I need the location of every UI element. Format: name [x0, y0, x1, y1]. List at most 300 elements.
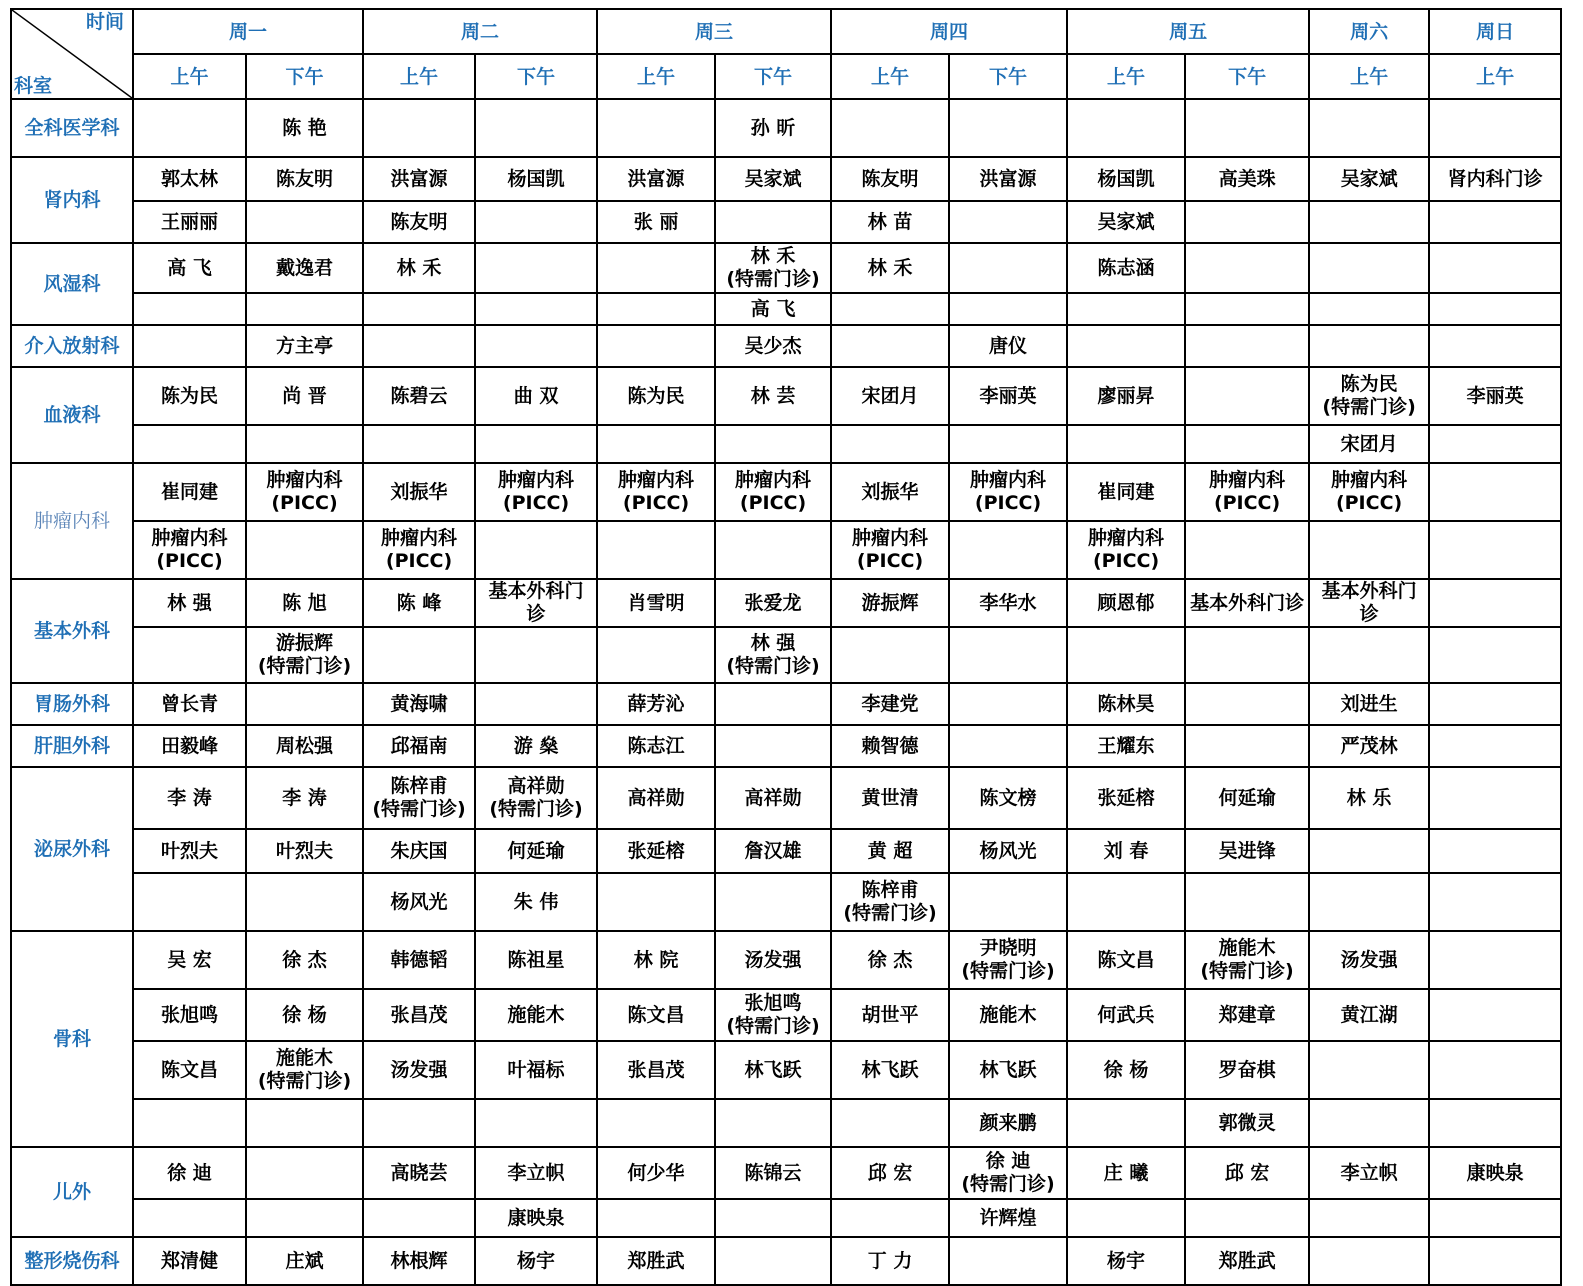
doctor-cell — [715, 725, 831, 767]
doctor-cell — [1429, 99, 1561, 157]
doctor-cell: 李建党 — [831, 683, 949, 725]
doctor-cell: 徐 迪 — [133, 1147, 246, 1199]
doctor-cell — [133, 1099, 246, 1147]
department-name: 风湿科 — [11, 243, 133, 325]
doctor-cell — [1067, 293, 1185, 325]
doctor-cell: 王耀东 — [1067, 725, 1185, 767]
doctor-cell — [715, 201, 831, 243]
doctor-cell — [949, 725, 1067, 767]
department-name: 泌尿外科 — [11, 767, 133, 931]
doctor-cell — [597, 425, 715, 463]
slot-header: 上午 — [1067, 54, 1185, 99]
doctor-cell: 张延榕 — [597, 829, 715, 873]
doctor-cell: 张延榕 — [1067, 767, 1185, 829]
slot-header: 下午 — [246, 54, 363, 99]
doctor-cell — [597, 243, 715, 293]
doctor-cell — [1067, 425, 1185, 463]
doctor-cell — [1429, 989, 1561, 1041]
doctor-cell: 李 涛 — [246, 767, 363, 829]
doctor-cell — [1429, 463, 1561, 521]
table-row — [11, 367, 1561, 425]
doctor-cell: 肿瘤内科 (PICC) — [363, 521, 475, 579]
doctor-cell: 洪富源 — [363, 157, 475, 201]
table-row — [11, 873, 1561, 931]
doctor-cell: 陈为民 — [133, 367, 246, 425]
table-row — [11, 325, 1561, 367]
slot-header: 下午 — [715, 54, 831, 99]
doctor-cell — [1185, 325, 1309, 367]
doctor-cell: 康映泉 — [1429, 1147, 1561, 1199]
doctor-cell — [1429, 325, 1561, 367]
doctor-cell: 顾恩郁 — [1067, 579, 1185, 627]
doctor-cell — [949, 99, 1067, 157]
doctor-cell: 王丽丽 — [133, 201, 246, 243]
doctor-cell — [949, 521, 1067, 579]
doctor-cell — [831, 293, 949, 325]
doctor-cell: 高晓芸 — [363, 1147, 475, 1199]
doctor-cell — [597, 627, 715, 683]
doctor-cell — [1185, 1199, 1309, 1237]
doctor-cell: 肖雪明 — [597, 579, 715, 627]
doctor-cell: 薛芳沁 — [597, 683, 715, 725]
doctor-cell — [1429, 683, 1561, 725]
doctor-cell — [1067, 873, 1185, 931]
doctor-cell: 林飞跃 — [831, 1041, 949, 1099]
slot-header: 下午 — [949, 54, 1067, 99]
doctor-cell — [475, 325, 597, 367]
doctor-cell: 吴家斌 — [1309, 157, 1429, 201]
doctor-cell: 林 禾 — [831, 243, 949, 293]
day-header: 周三 — [597, 9, 831, 54]
doctor-cell: 陈为民 — [597, 367, 715, 425]
doctor-cell: 洪富源 — [597, 157, 715, 201]
table-row — [11, 683, 1561, 725]
schedule-body — [11, 99, 1561, 1285]
doctor-cell: 詹汉雄 — [715, 829, 831, 873]
doctor-cell: 施能木 — [475, 989, 597, 1041]
doctor-cell: 吴 宏 — [133, 931, 246, 989]
doctor-cell — [246, 683, 363, 725]
table-row — [11, 157, 1561, 201]
doctor-cell: 基本外科门 诊 — [1309, 579, 1429, 627]
slot-header: 上午 — [1309, 54, 1429, 99]
table-row — [11, 1237, 1561, 1285]
doctor-cell: 邱福南 — [363, 725, 475, 767]
doctor-cell — [246, 1099, 363, 1147]
doctor-cell: 高 飞 — [133, 243, 246, 293]
doctor-cell — [475, 683, 597, 725]
doctor-cell: 陈林昊 — [1067, 683, 1185, 725]
doctor-cell: 肿瘤内科 (PICC) — [475, 463, 597, 521]
doctor-cell: 颜来鹏 — [949, 1099, 1067, 1147]
doctor-cell: 林飞跃 — [949, 1041, 1067, 1099]
doctor-cell — [1429, 293, 1561, 325]
doctor-cell: 徐 迪 (特需门诊) — [949, 1147, 1067, 1199]
doctor-cell: 方主亭 — [246, 325, 363, 367]
doctor-cell: 陈为民 (特需门诊) — [1309, 367, 1429, 425]
doctor-cell — [831, 1099, 949, 1147]
doctor-cell: 叶福标 — [475, 1041, 597, 1099]
doctor-cell — [1185, 293, 1309, 325]
doctor-cell — [246, 425, 363, 463]
doctor-cell — [949, 683, 1067, 725]
doctor-cell: 叶烈夫 — [133, 829, 246, 873]
doctor-cell: 肿瘤内科 (PICC) — [1309, 463, 1429, 521]
doctor-cell — [1429, 767, 1561, 829]
table-row — [11, 1041, 1561, 1099]
doctor-cell — [715, 683, 831, 725]
doctor-cell — [715, 521, 831, 579]
doctor-cell — [1429, 1199, 1561, 1237]
doctor-cell — [831, 1199, 949, 1237]
doctor-cell — [597, 293, 715, 325]
doctor-cell — [715, 873, 831, 931]
doctor-cell — [246, 1147, 363, 1199]
day-header: 周四 — [831, 9, 1067, 54]
doctor-cell: 林 强 — [133, 579, 246, 627]
table-row — [11, 201, 1561, 243]
slot-header: 上午 — [1429, 54, 1561, 99]
doctor-cell — [1309, 873, 1429, 931]
doctor-cell: 杨国凯 — [475, 157, 597, 201]
table-row — [11, 725, 1561, 767]
table-row — [11, 829, 1561, 873]
doctor-cell — [246, 521, 363, 579]
table-row — [11, 243, 1561, 293]
doctor-cell: 陈梓甫 (特需门诊) — [363, 767, 475, 829]
slot-header: 上午 — [363, 54, 475, 99]
doctor-cell: 高祥勋 — [597, 767, 715, 829]
doctor-cell: 陈文昌 — [597, 989, 715, 1041]
doctor-cell: 李华水 — [949, 579, 1067, 627]
doctor-cell: 陈碧云 — [363, 367, 475, 425]
doctor-cell — [597, 1199, 715, 1237]
doctor-cell: 胡世平 — [831, 989, 949, 1041]
doctor-cell: 郑胜武 — [1185, 1237, 1309, 1285]
table-row — [11, 989, 1561, 1041]
table-row — [11, 1147, 1561, 1199]
doctor-cell — [1185, 627, 1309, 683]
doctor-cell: 林 强 (特需门诊) — [715, 627, 831, 683]
doctor-cell: 洪富源 — [949, 157, 1067, 201]
doctor-cell — [1185, 725, 1309, 767]
doctor-cell: 张昌茂 — [363, 989, 475, 1041]
day-header: 周日 — [1429, 9, 1561, 54]
doctor-cell: 杨国凯 — [1067, 157, 1185, 201]
doctor-cell — [949, 201, 1067, 243]
table-row — [11, 767, 1561, 829]
doctor-cell: 陈梓甫 (特需门诊) — [831, 873, 949, 931]
department-name: 肿瘤内科 — [11, 463, 133, 579]
department-name: 整形烧伤科 — [11, 1237, 133, 1285]
doctor-cell: 林 禾 (特需门诊) — [715, 243, 831, 293]
doctor-cell: 廖丽昇 — [1067, 367, 1185, 425]
doctor-cell: 施能木 (特需门诊) — [246, 1041, 363, 1099]
doctor-cell — [1185, 683, 1309, 725]
doctor-cell — [1067, 99, 1185, 157]
doctor-cell — [715, 1099, 831, 1147]
doctor-cell — [1429, 829, 1561, 873]
doctor-cell — [949, 243, 1067, 293]
doctor-cell: 陈锦云 — [715, 1147, 831, 1199]
table-row — [11, 99, 1561, 157]
doctor-cell: 严茂林 — [1309, 725, 1429, 767]
doctor-cell: 吴家斌 — [1067, 201, 1185, 243]
doctor-cell: 邱 宏 — [831, 1147, 949, 1199]
doctor-cell: 肿瘤内科 (PICC) — [949, 463, 1067, 521]
department-name: 儿外 — [11, 1147, 133, 1237]
doctor-cell: 林 苗 — [831, 201, 949, 243]
doctor-cell: 赖智德 — [831, 725, 949, 767]
doctor-cell: 何延瑜 — [475, 829, 597, 873]
doctor-cell: 郑胜武 — [597, 1237, 715, 1285]
doctor-cell: 许辉煌 — [949, 1199, 1067, 1237]
doctor-cell — [1429, 725, 1561, 767]
table-row — [11, 293, 1561, 325]
doctor-cell: 陈友明 — [363, 201, 475, 243]
doctor-cell: 张旭鸣 (特需门诊) — [715, 989, 831, 1041]
doctor-cell — [1309, 1041, 1429, 1099]
doctor-cell — [1185, 367, 1309, 425]
doctor-cell: 陈志涵 — [1067, 243, 1185, 293]
doctor-cell: 陈祖星 — [475, 931, 597, 989]
doctor-cell — [1309, 1099, 1429, 1147]
doctor-cell: 宋团月 — [831, 367, 949, 425]
table-row — [11, 463, 1561, 521]
slot-header: 下午 — [475, 54, 597, 99]
doctor-cell: 李 涛 — [133, 767, 246, 829]
doctor-cell: 曲 双 — [475, 367, 597, 425]
doctor-cell — [1429, 1099, 1561, 1147]
doctor-cell — [1429, 931, 1561, 989]
table-row — [11, 1099, 1561, 1147]
doctor-cell — [363, 99, 475, 157]
table-row — [11, 931, 1561, 989]
doctor-cell: 郭微灵 — [1185, 1099, 1309, 1147]
doctor-cell — [949, 293, 1067, 325]
doctor-cell — [133, 425, 246, 463]
doctor-cell: 何武兵 — [1067, 989, 1185, 1041]
doctor-cell: 张昌茂 — [597, 1041, 715, 1099]
doctor-cell — [1309, 99, 1429, 157]
doctor-cell — [1185, 521, 1309, 579]
doctor-cell — [1309, 1237, 1429, 1285]
doctor-cell — [831, 627, 949, 683]
doctor-cell: 肿瘤内科 (PICC) — [597, 463, 715, 521]
doctor-cell: 陈友明 — [246, 157, 363, 201]
department-name: 全科医学科 — [11, 99, 133, 157]
doctor-cell — [715, 425, 831, 463]
doctor-cell — [831, 425, 949, 463]
doctor-cell — [831, 325, 949, 367]
doctor-cell: 陈友明 — [831, 157, 949, 201]
doctor-cell: 杨宇 — [475, 1237, 597, 1285]
doctor-cell: 李丽英 — [1429, 367, 1561, 425]
doctor-cell: 朱庆国 — [363, 829, 475, 873]
doctor-cell: 肿瘤内科 (PICC) — [246, 463, 363, 521]
doctor-cell: 高祥勋 — [715, 767, 831, 829]
doctor-cell: 陈 旭 — [246, 579, 363, 627]
doctor-cell: 肾内科门诊 — [1429, 157, 1561, 201]
doctor-cell — [1429, 201, 1561, 243]
doctor-cell: 林 芸 — [715, 367, 831, 425]
doctor-cell: 周松强 — [246, 725, 363, 767]
doctor-cell: 罗奋棋 — [1185, 1041, 1309, 1099]
doctor-cell: 林根辉 — [363, 1237, 475, 1285]
doctor-cell — [1309, 627, 1429, 683]
doctor-cell — [475, 243, 597, 293]
doctor-cell — [1429, 243, 1561, 293]
doctor-cell — [133, 1199, 246, 1237]
doctor-cell — [1185, 873, 1309, 931]
doctor-cell: 黄江湖 — [1309, 989, 1429, 1041]
doctor-cell — [1429, 521, 1561, 579]
doctor-cell: 李立帜 — [1309, 1147, 1429, 1199]
doctor-cell: 尚 晋 — [246, 367, 363, 425]
schedule-header — [11, 9, 1561, 99]
doctor-cell: 曾长青 — [133, 683, 246, 725]
doctor-cell — [1309, 293, 1429, 325]
doctor-cell: 施能木 (特需门诊) — [1185, 931, 1309, 989]
doctor-cell: 陈 艳 — [246, 99, 363, 157]
slot-header: 上午 — [597, 54, 715, 99]
doctor-cell: 徐 杰 — [831, 931, 949, 989]
doctor-cell — [1185, 201, 1309, 243]
doctor-cell — [949, 1237, 1067, 1285]
doctor-cell: 肿瘤内科 (PICC) — [1067, 521, 1185, 579]
doctor-cell — [597, 521, 715, 579]
doctor-cell: 郑清健 — [133, 1237, 246, 1285]
doctor-cell — [715, 1199, 831, 1237]
doctor-cell — [1067, 325, 1185, 367]
doctor-cell: 黄海啸 — [363, 683, 475, 725]
doctor-cell — [1309, 201, 1429, 243]
doctor-cell — [246, 873, 363, 931]
doctor-cell — [715, 1237, 831, 1285]
doctor-cell: 林 院 — [597, 931, 715, 989]
doctor-cell: 戴逸君 — [246, 243, 363, 293]
doctor-cell — [831, 99, 949, 157]
doctor-cell: 施能木 — [949, 989, 1067, 1041]
table-row — [11, 1199, 1561, 1237]
doctor-cell — [1429, 1041, 1561, 1099]
doctor-cell — [949, 425, 1067, 463]
doctor-cell: 杨宇 — [1067, 1237, 1185, 1285]
doctor-cell: 黄世清 — [831, 767, 949, 829]
outpatient-schedule-table — [10, 8, 1562, 1286]
doctor-cell: 叶烈夫 — [246, 829, 363, 873]
doctor-cell — [949, 627, 1067, 683]
doctor-cell: 徐 杨 — [1067, 1041, 1185, 1099]
doctor-cell — [246, 1199, 363, 1237]
doctor-cell: 肿瘤内科 (PICC) — [831, 521, 949, 579]
doctor-cell: 杨风光 — [949, 829, 1067, 873]
doctor-cell — [1429, 425, 1561, 463]
doctor-cell — [1067, 1099, 1185, 1147]
doctor-cell — [246, 201, 363, 243]
doctor-cell: 崔同建 — [133, 463, 246, 521]
doctor-cell — [363, 1099, 475, 1147]
doctor-cell — [597, 99, 715, 157]
slot-header: 上午 — [133, 54, 246, 99]
doctor-cell: 游 燊 — [475, 725, 597, 767]
doctor-cell: 李丽英 — [949, 367, 1067, 425]
doctor-cell: 刘 春 — [1067, 829, 1185, 873]
doctor-cell: 基本外科门诊 — [1185, 579, 1309, 627]
doctor-cell — [363, 627, 475, 683]
doctor-cell — [597, 1099, 715, 1147]
doctor-cell: 尹晓明 (特需门诊) — [949, 931, 1067, 989]
doctor-cell: 吴家斌 — [715, 157, 831, 201]
doctor-cell — [133, 873, 246, 931]
doctor-cell — [1185, 243, 1309, 293]
doctor-cell — [363, 1199, 475, 1237]
doctor-cell: 肿瘤内科 (PICC) — [715, 463, 831, 521]
table-row — [11, 579, 1561, 627]
doctor-cell — [246, 293, 363, 325]
doctor-cell — [1429, 627, 1561, 683]
doctor-cell — [475, 99, 597, 157]
doctor-cell — [1309, 1199, 1429, 1237]
day-header: 周五 — [1067, 9, 1309, 54]
doctor-cell: 崔同建 — [1067, 463, 1185, 521]
doctor-cell: 庄斌 — [246, 1237, 363, 1285]
doctor-cell: 高 飞 — [715, 293, 831, 325]
doctor-cell: 肿瘤内科 (PICC) — [1185, 463, 1309, 521]
doctor-cell — [475, 293, 597, 325]
doctor-cell: 康映泉 — [475, 1199, 597, 1237]
department-name: 血液科 — [11, 367, 133, 463]
doctor-cell — [1309, 243, 1429, 293]
doctor-cell: 汤发强 — [715, 931, 831, 989]
doctor-cell: 高美珠 — [1185, 157, 1309, 201]
doctor-cell — [1067, 1199, 1185, 1237]
doctor-cell — [133, 325, 246, 367]
doctor-cell: 肿瘤内科 (PICC) — [133, 521, 246, 579]
doctor-cell: 林 乐 — [1309, 767, 1429, 829]
doctor-cell — [597, 873, 715, 931]
doctor-cell: 孙 昕 — [715, 99, 831, 157]
doctor-cell: 黄 超 — [831, 829, 949, 873]
doctor-cell: 郑建章 — [1185, 989, 1309, 1041]
doctor-cell — [1429, 1237, 1561, 1285]
doctor-cell — [475, 627, 597, 683]
doctor-cell: 吴少杰 — [715, 325, 831, 367]
doctor-cell — [363, 425, 475, 463]
doctor-cell — [363, 325, 475, 367]
doctor-cell — [475, 1099, 597, 1147]
doctor-cell: 张爱龙 — [715, 579, 831, 627]
slot-header: 下午 — [1185, 54, 1309, 99]
table-row — [11, 425, 1561, 463]
doctor-cell: 吴进锋 — [1185, 829, 1309, 873]
doctor-cell: 郭太林 — [133, 157, 246, 201]
doctor-cell: 徐 杰 — [246, 931, 363, 989]
doctor-cell: 韩德韬 — [363, 931, 475, 989]
doctor-cell: 宋团月 — [1309, 425, 1429, 463]
doctor-cell — [133, 99, 246, 157]
corner-cell — [11, 9, 133, 99]
doctor-cell — [475, 425, 597, 463]
doctor-cell: 田毅峰 — [133, 725, 246, 767]
doctor-cell: 陈志江 — [597, 725, 715, 767]
doctor-cell: 张旭鸣 — [133, 989, 246, 1041]
doctor-cell: 刘振华 — [831, 463, 949, 521]
slot-header: 上午 — [831, 54, 949, 99]
doctor-cell: 汤发强 — [1309, 931, 1429, 989]
day-header: 周二 — [363, 9, 597, 54]
doctor-cell: 陈文昌 — [133, 1041, 246, 1099]
